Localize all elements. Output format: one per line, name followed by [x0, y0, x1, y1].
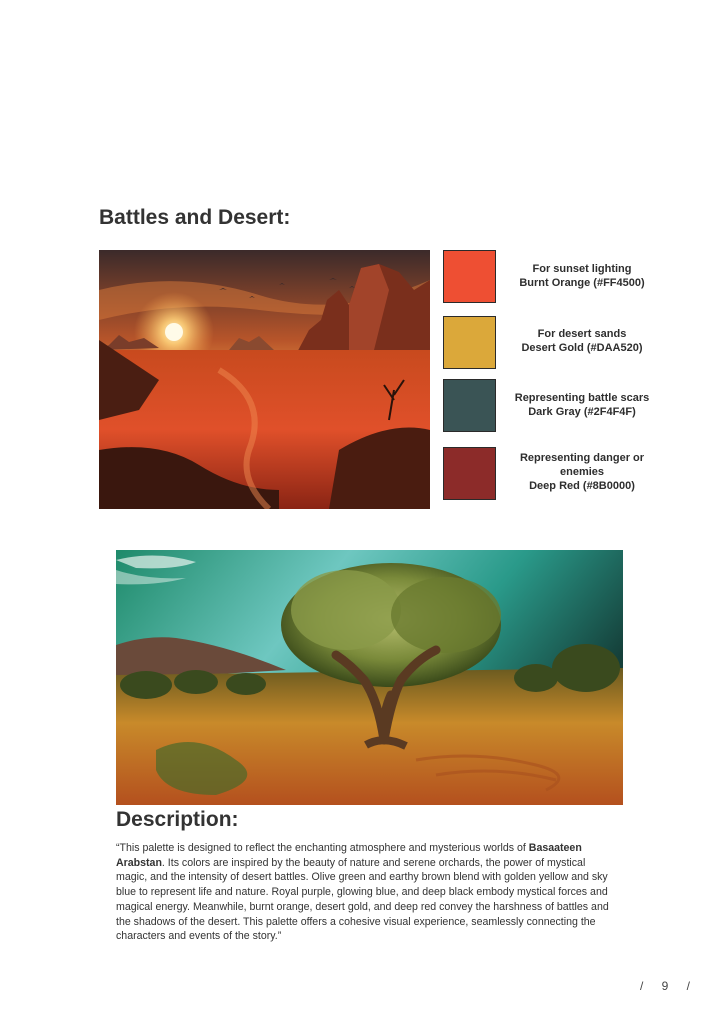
swatch-purpose: Representing battle scars	[514, 392, 650, 404]
page-separator-right: /	[686, 979, 690, 993]
swatch-name: Deep Red (#8B0000)	[529, 480, 635, 492]
swatch-purpose: Representing danger or enemies	[519, 452, 645, 478]
swatch-deep-red	[443, 447, 496, 500]
swatch-label-desert-gold	[508, 327, 656, 355]
page-number-value: 9	[661, 979, 669, 993]
swatch-name: Burnt Orange (#FF4500)	[519, 277, 645, 289]
swatch-desert-gold	[443, 316, 496, 369]
page-separator-left: /	[640, 979, 644, 993]
description-body: . Its colors are inspired by the beauty of nature and serene orchards, the power of mystical magic, and the intensity of desert battles. Olive green and earthy brown blend with golden yellow and sky blue to represent life and nature. Royal purple, glowing blue, and deep black embody mystical forces and magical energy. Meanwhile, burnt orange, desert gold, and deep red convey the harshness of battles and the shadows of the desert. This palette offers a cohesive visual experience, seamlessly connecting the characters and events of the story.”	[116, 856, 609, 943]
swatch-name: Desert Gold (#DAA520)	[521, 342, 643, 354]
swatch-purpose: For sunset lighting	[532, 263, 632, 275]
swatch-name: Dark Gray (#2F4F4F)	[528, 406, 636, 418]
swatch-label-burnt-orange	[508, 262, 656, 290]
swatch-label-deep-red	[516, 451, 648, 493]
description-text	[116, 841, 616, 944]
desert-sunset-image	[99, 250, 430, 509]
swatch-purpose: For desert sands	[537, 328, 627, 340]
swatch-burnt-orange	[443, 250, 496, 303]
page-title: Battles and Desert:	[99, 206, 291, 229]
swatch-dark-gray	[443, 379, 496, 432]
description-heading: Description:	[116, 808, 239, 831]
description-intro: “This palette is designed to reflect the enchanting atmosphere and mysterious worlds of	[116, 842, 529, 854]
page-number	[640, 979, 690, 993]
description-bold-name: Basaateen Arabstan	[116, 842, 582, 869]
swatch-label-dark-gray	[508, 391, 656, 419]
olive-tree-image	[116, 550, 623, 805]
